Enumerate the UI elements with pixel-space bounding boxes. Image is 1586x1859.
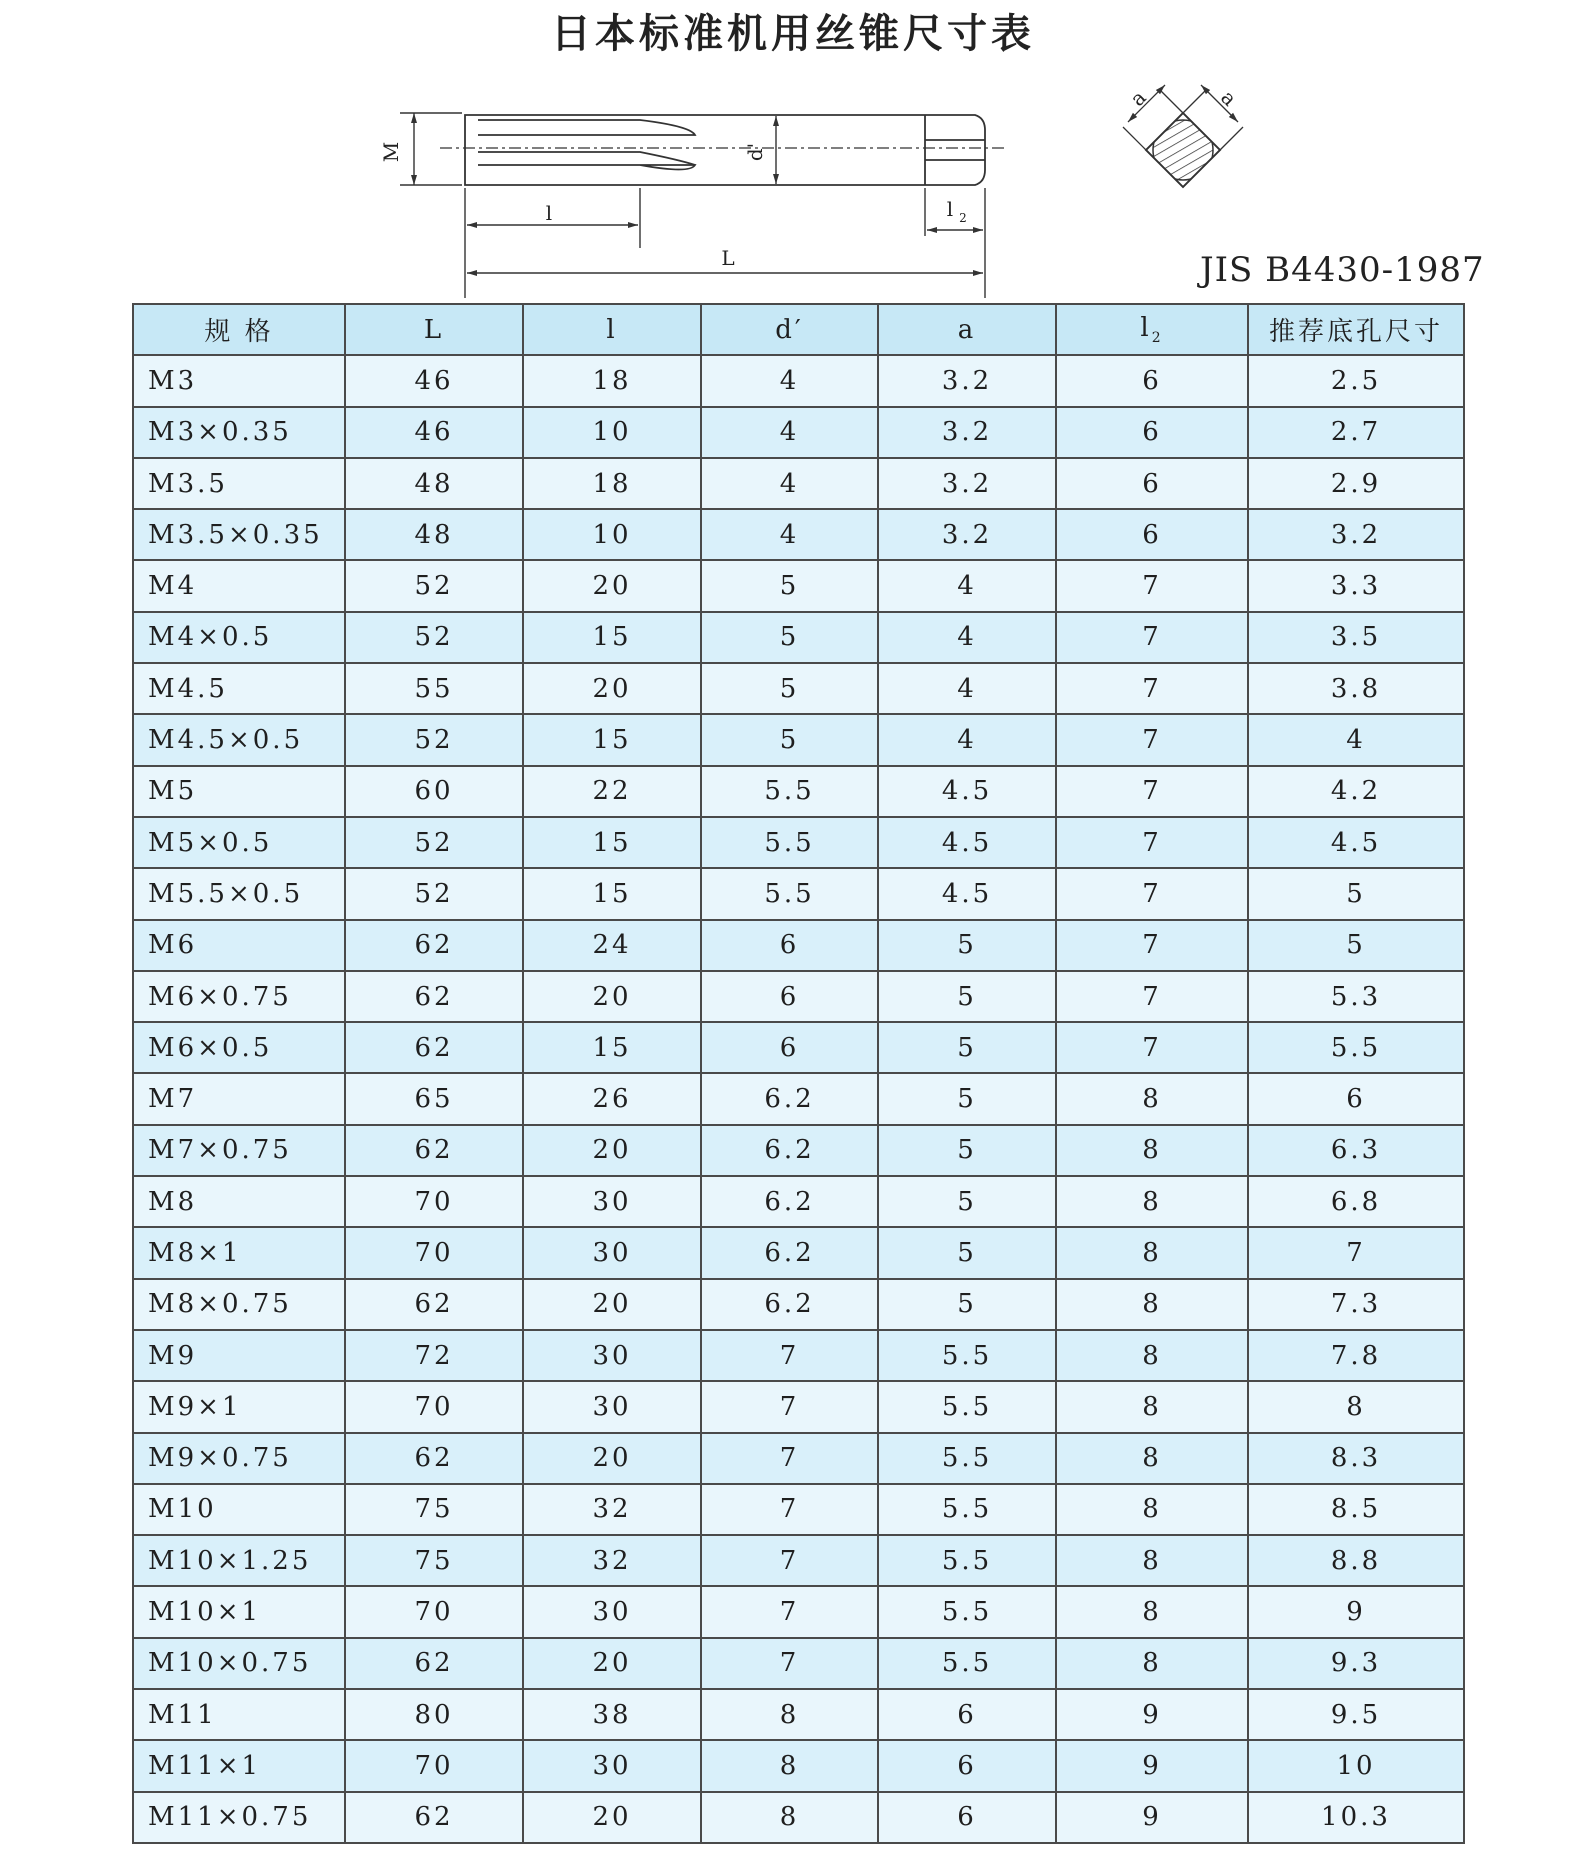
- cell-l: 30: [523, 1381, 701, 1432]
- dimension-lines: [400, 113, 985, 298]
- cell-L: 62: [345, 971, 523, 1022]
- table-row: [133, 612, 1464, 663]
- cell-L: 62: [345, 1792, 523, 1843]
- cell-spec: M11×1: [133, 1740, 345, 1791]
- dim-label-a-right: a: [1216, 85, 1242, 111]
- table-row: [133, 458, 1464, 509]
- cell-spec: M11×0.75: [133, 1792, 345, 1843]
- cell-spec: M5×0.5: [133, 817, 345, 868]
- cell-pilot-hole: 4.5: [1248, 817, 1464, 868]
- cell-l: 32: [523, 1484, 701, 1535]
- cell-l: 30: [523, 1176, 701, 1227]
- cell-L: 52: [345, 714, 523, 765]
- cell-pilot-hole: 7.8: [1248, 1330, 1464, 1381]
- cell-l2: 8: [1056, 1176, 1248, 1227]
- cell-L: 70: [345, 1740, 523, 1791]
- cell-l2: 7: [1056, 817, 1248, 868]
- cell-l2: 7: [1056, 971, 1248, 1022]
- cell-a: 5.5: [878, 1381, 1056, 1432]
- cell-spec: M11: [133, 1689, 345, 1740]
- table-row: [133, 1484, 1464, 1535]
- cell-spec: M10×1: [133, 1586, 345, 1637]
- dim-label-a-left: a: [1125, 85, 1151, 111]
- cell-L: 52: [345, 817, 523, 868]
- cell-pilot-hole: 5: [1248, 920, 1464, 971]
- cell-spec: M8×0.75: [133, 1279, 345, 1330]
- cell-spec: M3.5: [133, 458, 345, 509]
- cell-d: 4: [701, 458, 878, 509]
- cell-a: 5: [878, 971, 1056, 1022]
- cell-a: 4.5: [878, 766, 1056, 817]
- table-row: [133, 1176, 1464, 1227]
- cell-pilot-hole: 6.3: [1248, 1125, 1464, 1176]
- cell-a: 4: [878, 612, 1056, 663]
- cell-l: 20: [523, 560, 701, 611]
- cell-L: 70: [345, 1586, 523, 1637]
- cell-spec: M9: [133, 1330, 345, 1381]
- cell-d: 7: [701, 1433, 878, 1484]
- cell-a: 3.2: [878, 509, 1056, 560]
- table-row: [133, 1535, 1464, 1586]
- cell-a: 5.5: [878, 1586, 1056, 1637]
- cell-spec: M8×1: [133, 1227, 345, 1278]
- cell-l2: 8: [1056, 1073, 1248, 1124]
- cell-spec: M7: [133, 1073, 345, 1124]
- cell-d: 6.2: [701, 1176, 878, 1227]
- cell-spec: M3: [133, 355, 345, 406]
- cell-l2: 9: [1056, 1792, 1248, 1843]
- table-row: [133, 1792, 1464, 1843]
- cell-spec: M5: [133, 766, 345, 817]
- cell-l2: 9: [1056, 1740, 1248, 1791]
- cell-d: 5.5: [701, 868, 878, 919]
- cell-spec: M6: [133, 920, 345, 971]
- cell-d: 4: [701, 407, 878, 458]
- cell-l2: 8: [1056, 1279, 1248, 1330]
- cell-pilot-hole: 8.8: [1248, 1535, 1464, 1586]
- cell-L: 75: [345, 1535, 523, 1586]
- cell-l2: 7: [1056, 560, 1248, 611]
- cell-a: 3.2: [878, 355, 1056, 406]
- cell-a: 5.5: [878, 1638, 1056, 1689]
- table-row: [133, 971, 1464, 1022]
- header-d: d′: [701, 304, 878, 355]
- cell-L: 46: [345, 355, 523, 406]
- header-a: a: [878, 304, 1056, 355]
- cell-pilot-hole: 8.3: [1248, 1433, 1464, 1484]
- cell-l: 18: [523, 458, 701, 509]
- table-row: [133, 663, 1464, 714]
- header-L: L: [345, 304, 523, 355]
- cell-L: 62: [345, 1433, 523, 1484]
- table-row: [133, 1433, 1464, 1484]
- cell-a: 5.5: [878, 1330, 1056, 1381]
- cell-spec: M3×0.35: [133, 407, 345, 458]
- header-l: l: [523, 304, 701, 355]
- cell-l: 20: [523, 971, 701, 1022]
- cell-d: 5.5: [701, 817, 878, 868]
- cell-l: 20: [523, 1433, 701, 1484]
- table-row: [133, 766, 1464, 817]
- cell-L: 60: [345, 766, 523, 817]
- cell-pilot-hole: 2.5: [1248, 355, 1464, 406]
- cell-spec: M9×0.75: [133, 1433, 345, 1484]
- cell-a: 5: [878, 920, 1056, 971]
- table-row: [133, 868, 1464, 919]
- header-pilot-hole: 推荐底孔尺寸: [1248, 304, 1464, 355]
- cell-l2: 8: [1056, 1125, 1248, 1176]
- cell-l: 15: [523, 1022, 701, 1073]
- cell-l: 30: [523, 1227, 701, 1278]
- cell-l2: 7: [1056, 663, 1248, 714]
- cell-pilot-hole: 9.5: [1248, 1689, 1464, 1740]
- cell-pilot-hole: 6: [1248, 1073, 1464, 1124]
- cell-spec: M10: [133, 1484, 345, 1535]
- cell-a: 5.5: [878, 1535, 1056, 1586]
- cell-a: 6: [878, 1740, 1056, 1791]
- cell-pilot-hole: 7: [1248, 1227, 1464, 1278]
- cell-d: 8: [701, 1740, 878, 1791]
- table-row: [133, 1638, 1464, 1689]
- table-header-row: [133, 304, 1464, 355]
- cell-d: 6: [701, 920, 878, 971]
- cell-L: 70: [345, 1176, 523, 1227]
- cell-L: 65: [345, 1073, 523, 1124]
- cell-L: 62: [345, 1125, 523, 1176]
- cell-pilot-hole: 5.3: [1248, 971, 1464, 1022]
- table-row: [133, 355, 1464, 406]
- cell-pilot-hole: 2.7: [1248, 407, 1464, 458]
- cell-pilot-hole: 10.3: [1248, 1792, 1464, 1843]
- dim-label-l2-sub: 2: [959, 211, 967, 225]
- table-row: [133, 817, 1464, 868]
- cell-l: 30: [523, 1330, 701, 1381]
- cell-pilot-hole: 4.2: [1248, 766, 1464, 817]
- cell-pilot-hole: 5.5: [1248, 1022, 1464, 1073]
- cell-spec: M3.5×0.35: [133, 509, 345, 560]
- cell-l2: 8: [1056, 1535, 1248, 1586]
- cell-d: 6.2: [701, 1073, 878, 1124]
- dim-label-M: M: [379, 141, 403, 163]
- cell-pilot-hole: 4: [1248, 714, 1464, 765]
- cell-d: 7: [701, 1535, 878, 1586]
- table-row: [133, 1689, 1464, 1740]
- cell-l2: 9: [1056, 1689, 1248, 1740]
- cell-L: 80: [345, 1689, 523, 1740]
- cell-spec: M10×1.25: [133, 1535, 345, 1586]
- cell-pilot-hole: 3.2: [1248, 509, 1464, 560]
- cell-L: 52: [345, 560, 523, 611]
- cell-L: 72: [345, 1330, 523, 1381]
- table-row: [133, 1279, 1464, 1330]
- cell-l2: 7: [1056, 1022, 1248, 1073]
- cell-l2: 7: [1056, 714, 1248, 765]
- cell-d: 5: [701, 560, 878, 611]
- page-title: 日本标准机用丝锥尺寸表: [551, 11, 1035, 57]
- cell-L: 62: [345, 920, 523, 971]
- cell-l: 38: [523, 1689, 701, 1740]
- cell-pilot-hole: 6.8: [1248, 1176, 1464, 1227]
- table-row: [133, 1073, 1464, 1124]
- cell-l2: 8: [1056, 1638, 1248, 1689]
- cell-pilot-hole: 5: [1248, 868, 1464, 919]
- cell-l: 15: [523, 612, 701, 663]
- table-row: [133, 1740, 1464, 1791]
- table-row: [133, 1227, 1464, 1278]
- cell-d: 6.2: [701, 1227, 878, 1278]
- table-row: [133, 1125, 1464, 1176]
- header-spec: 规 格: [133, 304, 345, 355]
- cell-a: 3.2: [878, 458, 1056, 509]
- cell-d: 8: [701, 1689, 878, 1740]
- cell-d: 5: [701, 714, 878, 765]
- cell-pilot-hole: 7.3: [1248, 1279, 1464, 1330]
- cell-L: 70: [345, 1227, 523, 1278]
- cell-l: 20: [523, 1792, 701, 1843]
- cell-pilot-hole: 10: [1248, 1740, 1464, 1791]
- table-row: [133, 920, 1464, 971]
- table-row: [133, 509, 1464, 560]
- cell-d: 7: [701, 1638, 878, 1689]
- cell-spec: M9×1: [133, 1381, 345, 1432]
- cell-l: 15: [523, 868, 701, 919]
- table-row: [133, 714, 1464, 765]
- table-row: [133, 1586, 1464, 1637]
- cell-l: 20: [523, 1638, 701, 1689]
- cell-a: 4: [878, 560, 1056, 611]
- cell-spec: M10×0.75: [133, 1638, 345, 1689]
- cell-L: 70: [345, 1381, 523, 1432]
- cell-a: 3.2: [878, 407, 1056, 458]
- cell-L: 75: [345, 1484, 523, 1535]
- cell-L: 62: [345, 1279, 523, 1330]
- cell-a: 4.5: [878, 868, 1056, 919]
- cell-pilot-hole: 3.5: [1248, 612, 1464, 663]
- cell-L: 52: [345, 612, 523, 663]
- cell-a: 4: [878, 714, 1056, 765]
- cell-d: 5: [701, 663, 878, 714]
- cell-l: 10: [523, 509, 701, 560]
- cell-spec: M6×0.75: [133, 971, 345, 1022]
- cell-a: 5: [878, 1279, 1056, 1330]
- cell-a: 4.5: [878, 817, 1056, 868]
- standard-code: JIS B4430-1987: [1200, 250, 1485, 290]
- cell-l: 10: [523, 407, 701, 458]
- cell-pilot-hole: 3.8: [1248, 663, 1464, 714]
- cell-a: 5.5: [878, 1433, 1056, 1484]
- cell-spec: M7×0.75: [133, 1125, 345, 1176]
- cell-l: 22: [523, 766, 701, 817]
- cell-L: 52: [345, 868, 523, 919]
- cell-spec: M8: [133, 1176, 345, 1227]
- cell-a: 5: [878, 1022, 1056, 1073]
- cell-d: 7: [701, 1484, 878, 1535]
- cell-d: 8: [701, 1792, 878, 1843]
- cell-spec: M5.5×0.5: [133, 868, 345, 919]
- table-row: [133, 407, 1464, 458]
- cell-l: 32: [523, 1535, 701, 1586]
- cell-pilot-hole: 3.3: [1248, 560, 1464, 611]
- cell-l2: 7: [1056, 868, 1248, 919]
- table-row: [133, 1330, 1464, 1381]
- cell-L: 48: [345, 509, 523, 560]
- cell-spec: M4.5×0.5: [133, 714, 345, 765]
- cell-a: 5: [878, 1227, 1056, 1278]
- cell-l: 20: [523, 663, 701, 714]
- cell-a: 5.5: [878, 1484, 1056, 1535]
- cell-d: 7: [701, 1330, 878, 1381]
- cell-l2: 7: [1056, 612, 1248, 663]
- dim-label-l: l: [545, 201, 553, 225]
- cell-a: 5: [878, 1125, 1056, 1176]
- cell-l2: 6: [1056, 407, 1248, 458]
- cell-l: 15: [523, 714, 701, 765]
- dim-label-L: L: [721, 246, 735, 270]
- cell-pilot-hole: 2.9: [1248, 458, 1464, 509]
- cell-l2: 8: [1056, 1484, 1248, 1535]
- cell-a: 4: [878, 663, 1056, 714]
- cell-pilot-hole: 9.3: [1248, 1638, 1464, 1689]
- cell-l2: 8: [1056, 1381, 1248, 1432]
- cell-a: 6: [878, 1689, 1056, 1740]
- cell-l: 30: [523, 1740, 701, 1791]
- tap-size-table: [132, 303, 1465, 1844]
- dim-label-l2: l: [946, 197, 954, 221]
- cell-d: 7: [701, 1381, 878, 1432]
- cell-l2: 7: [1056, 920, 1248, 971]
- cell-L: 62: [345, 1638, 523, 1689]
- cell-d: 5: [701, 612, 878, 663]
- cell-d: 6: [701, 971, 878, 1022]
- table-row: [133, 1022, 1464, 1073]
- cell-l: 30: [523, 1586, 701, 1637]
- cell-d: 6.2: [701, 1279, 878, 1330]
- cell-l2: 8: [1056, 1227, 1248, 1278]
- table-row: [133, 1381, 1464, 1432]
- cell-l: 15: [523, 817, 701, 868]
- dim-label-d: d': [743, 142, 767, 162]
- cell-L: 62: [345, 1022, 523, 1073]
- cell-pilot-hole: 8.5: [1248, 1484, 1464, 1535]
- tap-side-view: [440, 115, 1005, 185]
- cell-l2: 6: [1056, 355, 1248, 406]
- cell-d: 4: [701, 355, 878, 406]
- table-row: [133, 560, 1464, 611]
- cell-d: 4: [701, 509, 878, 560]
- cell-spec: M4: [133, 560, 345, 611]
- cell-l: 26: [523, 1073, 701, 1124]
- cell-a: 5: [878, 1176, 1056, 1227]
- cell-d: 6: [701, 1022, 878, 1073]
- cell-a: 5: [878, 1073, 1056, 1124]
- cell-d: 5.5: [701, 766, 878, 817]
- cell-spec: M4×0.5: [133, 612, 345, 663]
- cell-a: 6: [878, 1792, 1056, 1843]
- header-l2: $l_2$: [1056, 304, 1248, 355]
- cell-l2: 8: [1056, 1330, 1248, 1381]
- cell-l2: 8: [1056, 1586, 1248, 1637]
- cell-l: 20: [523, 1125, 701, 1176]
- cell-pilot-hole: 9: [1248, 1586, 1464, 1637]
- cell-l: 18: [523, 355, 701, 406]
- cell-l2: 7: [1056, 766, 1248, 817]
- cell-l2: 6: [1056, 509, 1248, 560]
- cell-l: 20: [523, 1279, 701, 1330]
- cell-L: 55: [345, 663, 523, 714]
- cell-pilot-hole: 8: [1248, 1381, 1464, 1432]
- cell-d: 7: [701, 1586, 878, 1637]
- cell-l: 24: [523, 920, 701, 971]
- cell-spec: M6×0.5: [133, 1022, 345, 1073]
- cell-spec: M4.5: [133, 663, 345, 714]
- cell-l2: 8: [1056, 1433, 1248, 1484]
- cell-l2: 6: [1056, 458, 1248, 509]
- cell-L: 46: [345, 407, 523, 458]
- cell-L: 48: [345, 458, 523, 509]
- cell-d: 6.2: [701, 1125, 878, 1176]
